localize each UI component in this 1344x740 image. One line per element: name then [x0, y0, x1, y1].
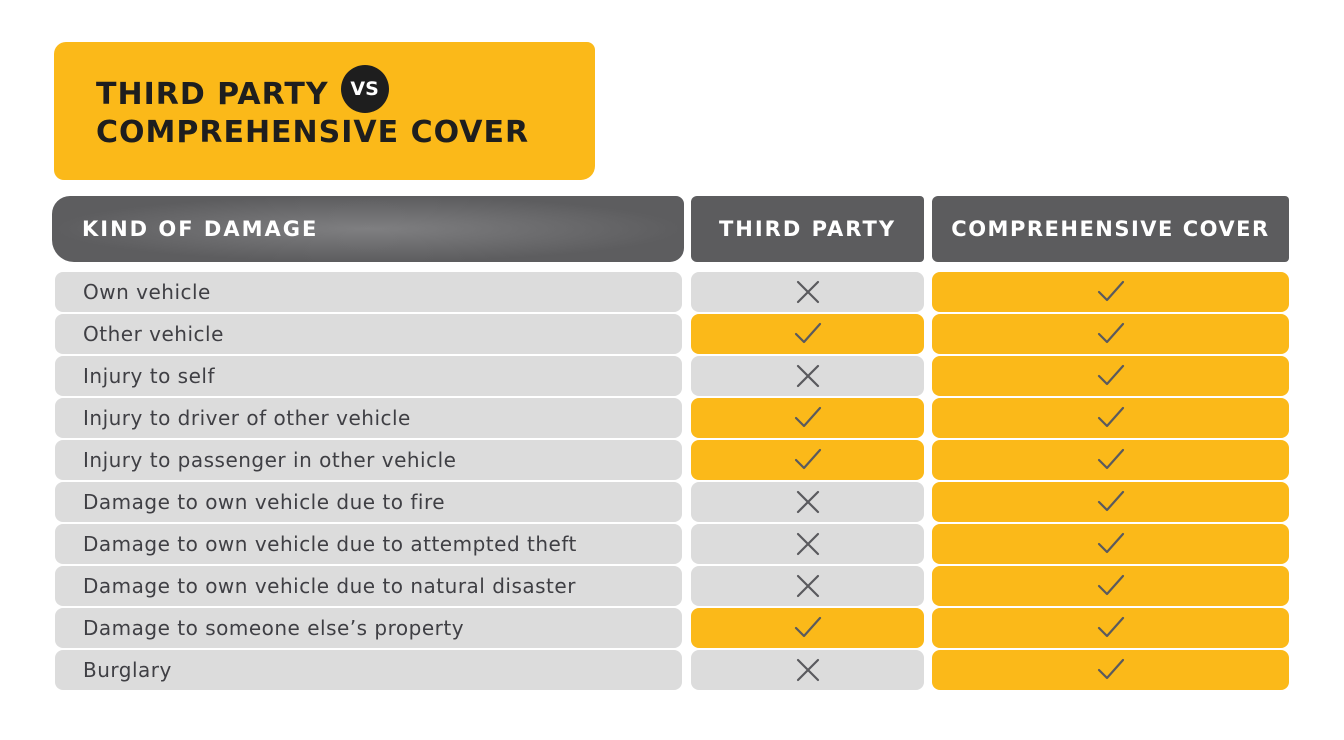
damage-label: Damage to own vehicle due to natural disaster [55, 566, 682, 606]
check-icon [1096, 319, 1126, 349]
table-row [0, 272, 1344, 312]
third-party-cell [691, 272, 924, 312]
table-row [0, 566, 1344, 606]
check-icon [793, 445, 823, 475]
check-icon [793, 319, 823, 349]
third-party-cell [691, 608, 924, 648]
third-party-cell [691, 356, 924, 396]
cross-icon [793, 361, 823, 391]
cross-icon [793, 529, 823, 559]
third-party-cell [691, 398, 924, 438]
vs-badge: VS [341, 65, 389, 113]
cross-icon [793, 277, 823, 307]
comprehensive-cell [932, 314, 1289, 354]
damage-label: Damage to own vehicle due to fire [55, 482, 682, 522]
check-icon [1096, 529, 1126, 559]
table-row [0, 440, 1344, 480]
table-row [0, 314, 1344, 354]
check-icon [793, 613, 823, 643]
title-third-party: THIRD PARTY [96, 77, 329, 112]
comprehensive-cell [932, 566, 1289, 606]
check-icon [1096, 571, 1126, 601]
comprehensive-cell [932, 272, 1289, 312]
comprehensive-cell [932, 356, 1289, 396]
check-icon [1096, 361, 1126, 391]
damage-label: Other vehicle [55, 314, 682, 354]
check-icon [1096, 403, 1126, 433]
third-party-cell [691, 482, 924, 522]
damage-label: Injury to self [55, 356, 682, 396]
comprehensive-cell [932, 482, 1289, 522]
table-row [0, 482, 1344, 522]
comprehensive-cell [932, 608, 1289, 648]
cross-icon [793, 571, 823, 601]
check-icon [793, 403, 823, 433]
cross-icon [793, 655, 823, 685]
title-banner [54, 42, 595, 180]
comprehensive-cell [932, 398, 1289, 438]
check-icon [1096, 655, 1126, 685]
damage-label: Injury to driver of other vehicle [55, 398, 682, 438]
table-row [0, 524, 1344, 564]
third-party-cell [691, 440, 924, 480]
check-icon [1096, 277, 1126, 307]
damage-label: Damage to someone else’s property [55, 608, 682, 648]
damage-label: Injury to passenger in other vehicle [55, 440, 682, 480]
title-line-2: COMPREHENSIVE COVER [96, 115, 530, 150]
check-icon [1096, 487, 1126, 517]
damage-label: Damage to own vehicle due to attempted theft [55, 524, 682, 564]
check-icon [1096, 613, 1126, 643]
table-row [0, 608, 1344, 648]
table-row [0, 398, 1344, 438]
third-party-cell [691, 314, 924, 354]
cross-icon [793, 487, 823, 517]
comprehensive-cell [932, 440, 1289, 480]
check-icon [1096, 445, 1126, 475]
column-header-kind-of-damage: KIND OF DAMAGE [52, 196, 684, 262]
comprehensive-cell [932, 650, 1289, 690]
column-header-third-party: THIRD PARTY [691, 196, 924, 262]
damage-label: Own vehicle [55, 272, 682, 312]
table-row [0, 650, 1344, 690]
column-header-comprehensive-cover: COMPREHENSIVE COVER [932, 196, 1289, 262]
title-line-1 [96, 76, 595, 114]
comprehensive-cell [932, 524, 1289, 564]
damage-label: Burglary [55, 650, 682, 690]
third-party-cell [691, 524, 924, 564]
third-party-cell [691, 650, 924, 690]
third-party-cell [691, 566, 924, 606]
table-row [0, 356, 1344, 396]
